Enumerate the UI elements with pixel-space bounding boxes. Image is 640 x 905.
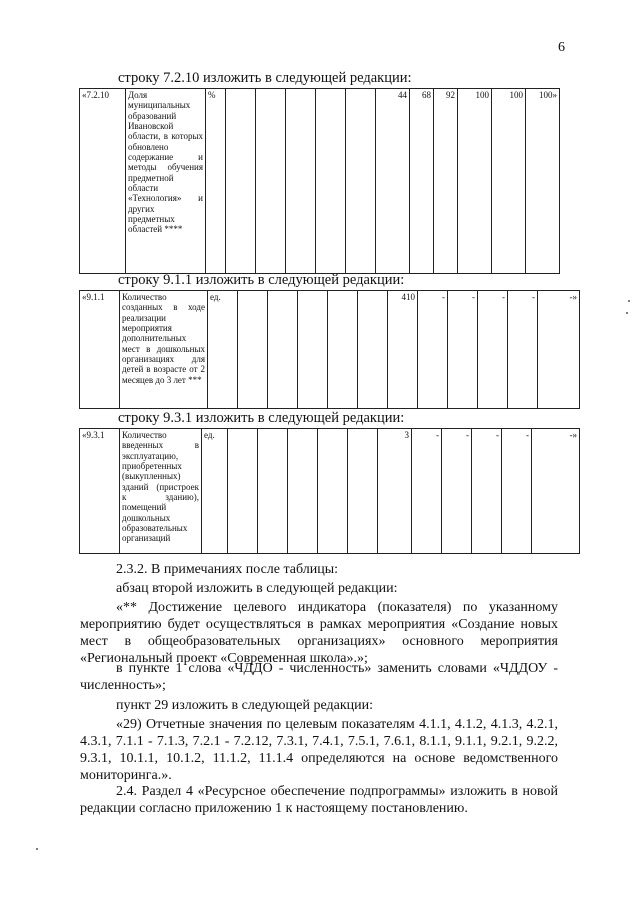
row-description: Доля муниципальных образований Ивановской области, в которых обновлено содержание и методы обучения предметной области «Технология» и других предметных областей **** <box>126 89 206 274</box>
value-cell: 44 <box>376 89 410 274</box>
paragraph-abzac: абзац второй изложить в следующей редакции: <box>116 581 398 596</box>
value-cell: -» <box>532 429 580 554</box>
value-cell: - <box>418 291 448 409</box>
value-cell: - <box>442 429 472 554</box>
value-cell: - <box>502 429 532 554</box>
paragraph-item-29: «29) Отчетные значения по целевым показателям 4.1.1, 4.1.2, 4.1.3, 4.2.1, 4.3.1, 7.1.1 - 7.1.3, 7.2.1 - 7.2.12, 7.3.1, 7.4.1, 7.5.1, 7.6.1, 8.1.1, 9.1.1, 9.2.1, 9.2.2, 9.3.1, 10.1.1, 10.1.2, 11.1.2, 11.1.4 определяются на основе ведомственного мониторинга.». <box>80 717 558 783</box>
indicator-table-7-2-10 <box>79 88 560 274</box>
value-cell: -» <box>538 291 580 409</box>
scan-speck <box>628 300 630 302</box>
row-code: «9.3.1 <box>80 429 120 554</box>
value-cell: 92 <box>434 89 458 274</box>
table-heading-9-1-1: строку 9.1.1 изложить в следующей редакции: <box>118 272 405 288</box>
row-unit: % <box>206 89 226 274</box>
value-cell: 100 <box>492 89 526 274</box>
scan-speck <box>626 312 628 314</box>
page-number: 6 <box>558 40 565 55</box>
paragraph-2-4: 2.4. Раздел 4 «Ресурсное обеспечение подпрограммы» изложить в новой редакции согласно приложению 1 к настоящему постановлению. <box>80 784 558 816</box>
value-cell: 68 <box>410 89 434 274</box>
row-description: Количество введенных в эксплуатацию, приобретенных (выкупленных) зданий (пристроек к зданию), помещений дошкольных образовательных организаций <box>120 429 202 554</box>
indicator-table-9-3-1 <box>79 428 580 554</box>
row-unit: ед. <box>202 429 228 554</box>
indicator-table-9-1-1 <box>79 290 580 409</box>
value-cell: - <box>472 429 502 554</box>
paragraph-punkt-29: пункт 29 изложить в следующей редакции: <box>116 698 373 713</box>
value-cell: - <box>478 291 508 409</box>
table-heading-7-2-10: строку 7.2.10 изложить в следующей редакции: <box>118 70 412 86</box>
value-cell: 3 <box>378 429 412 554</box>
value-cell: - <box>448 291 478 409</box>
value-cell: 100» <box>526 89 560 274</box>
row-unit: ед. <box>208 291 238 409</box>
paragraph-note-quote: «** Достижение целевого индикатора (показателя) по указанному мероприятию будет осуществляться в рамках мероприятия «Создание новых мест в общеобразовательных организациях» основного мероприятия «Региональный проект «Современная школа».»; <box>80 600 558 666</box>
row-description: Количество созданных в ходе реализации мероприятия дополнительных мест в дошкольных организациях для детей в возрасте от 2 месяцев до 3 лет *** <box>120 291 208 409</box>
row-code: «7.2.10 <box>80 89 126 274</box>
row-code: «9.1.1 <box>80 291 120 409</box>
paragraph-punkt-1: в пункте 1 слова «ЧДДО - численность» заменить словами «ЧДДОУ - численность»; <box>80 661 558 693</box>
value-cell: - <box>412 429 442 554</box>
value-cell: 100 <box>458 89 492 274</box>
value-cell: - <box>508 291 538 409</box>
scan-speck <box>36 848 38 850</box>
value-cell: 410 <box>388 291 418 409</box>
table-heading-9-3-1: строку 9.3.1 изложить в следующей редакции: <box>118 410 405 426</box>
paragraph-2-3-2: 2.3.2. В примечаниях после таблицы: <box>116 562 339 577</box>
